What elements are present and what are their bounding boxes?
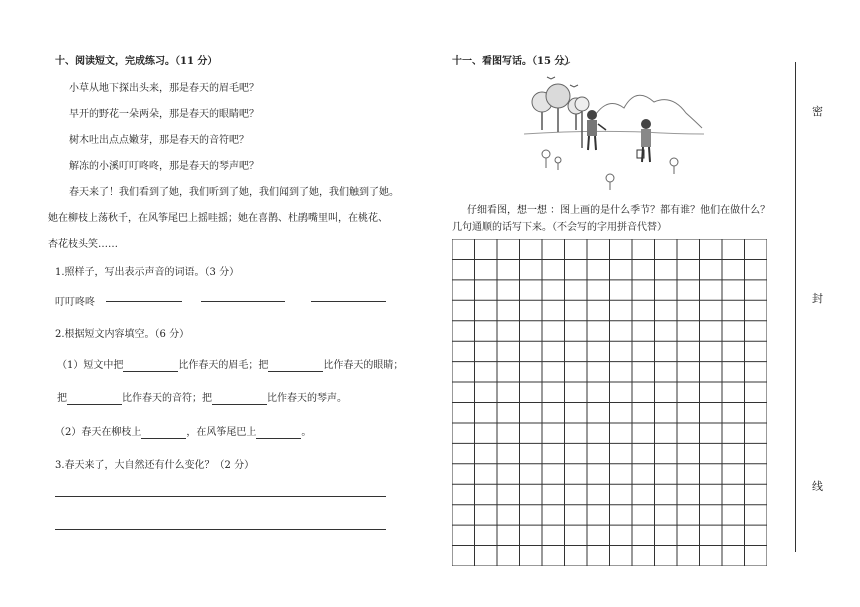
writing-grid[interactable] <box>452 239 767 566</box>
child-2-body <box>641 129 651 147</box>
question-1-example: 叮叮咚咚 <box>55 297 95 308</box>
flower-icon <box>606 174 614 182</box>
section-ten-title: 十、阅读短文，完成练习。（11 分） <box>55 56 218 67</box>
flower-icon <box>670 158 678 166</box>
flower-icon <box>542 150 550 158</box>
poem-line-3: 树木吐出点点嫩芽，那是春天的音符吧？ <box>69 135 249 146</box>
answer-line-1a[interactable] <box>106 301 182 302</box>
ground-line <box>524 131 704 134</box>
blank-kite[interactable] <box>256 427 301 439</box>
binding-line <box>795 62 796 552</box>
writing-instruction-line-2: 几句通顺的话写下来。（不会写的字用拼音代替） <box>452 222 667 233</box>
poem-line-2: 早开的野花一朵两朵，那是春天的眼睛吧？ <box>69 109 259 120</box>
question-2-line-1: （1）短文中把 比作春天的眉毛；把 比作春天的眼睛； <box>57 360 404 371</box>
blank-eyebrow[interactable] <box>123 360 178 372</box>
side-label-xian: 线 <box>812 480 823 493</box>
poem-line-4: 解冻的小溪叮叮咚咚，那是春天的琴声吧？ <box>69 161 259 172</box>
flower-icon <box>555 157 561 163</box>
answer-line-1c[interactable] <box>311 301 386 302</box>
question-1-title: 1.照样子，写出表示声音的词语。（3 分） <box>55 267 240 278</box>
blank-music[interactable] <box>212 393 267 405</box>
shovel-icon <box>598 124 606 130</box>
answer-line-3b[interactable] <box>55 529 386 530</box>
side-label-mi: 密 <box>812 105 823 118</box>
blank-eyes[interactable] <box>268 360 323 372</box>
writing-instruction-line-1: 仔细看图，想一想 ：图上画的是什么季节？都有谁？他们在做什么？ <box>467 205 771 216</box>
paragraph-line-1: 春天来了！我们看到了她，我们听到了她，我们闻到了她，我们触到了她。 <box>69 187 399 198</box>
blank-notes[interactable] <box>67 393 122 405</box>
bird-icon <box>560 62 570 65</box>
tree-icon <box>546 84 570 108</box>
spring-scene-illustration <box>524 58 704 194</box>
bird-icon <box>570 85 578 87</box>
bird-icon <box>547 77 555 79</box>
section-eleven-title: 十一、看图写话。（15 分） <box>452 56 575 67</box>
answer-line-1b[interactable] <box>201 301 285 302</box>
poem-line-1: 小草从地下探出头来，那是春天的眉毛吧？ <box>69 83 259 94</box>
child-1-body <box>587 120 597 136</box>
child-1-head <box>587 110 597 120</box>
question-3-title: 3.春天来了，大自然还有什么变化？（2 分） <box>55 460 255 471</box>
question-2-title: 2.根据短文内容填空。（6 分） <box>55 329 190 340</box>
paragraph-line-2: 她在柳枝上荡秋千，在风筝尾巴上摇哇摇；她在喜鹊、杜鹃嘴里叫，在桃花、 <box>48 213 388 224</box>
paragraph-line-3: 杏花枝头笑…… <box>48 239 118 250</box>
side-label-feng: 封 <box>812 292 823 305</box>
question-2-line-2: 把 比作春天的音符；把 比作春天的琴声。 <box>57 393 347 404</box>
question-2-line-3: （2）春天在柳枝上 ，在风筝尾巴上 。 <box>55 427 312 438</box>
blank-willow[interactable] <box>141 427 186 439</box>
answer-line-3a[interactable] <box>55 496 386 497</box>
child-2-head <box>641 119 651 129</box>
